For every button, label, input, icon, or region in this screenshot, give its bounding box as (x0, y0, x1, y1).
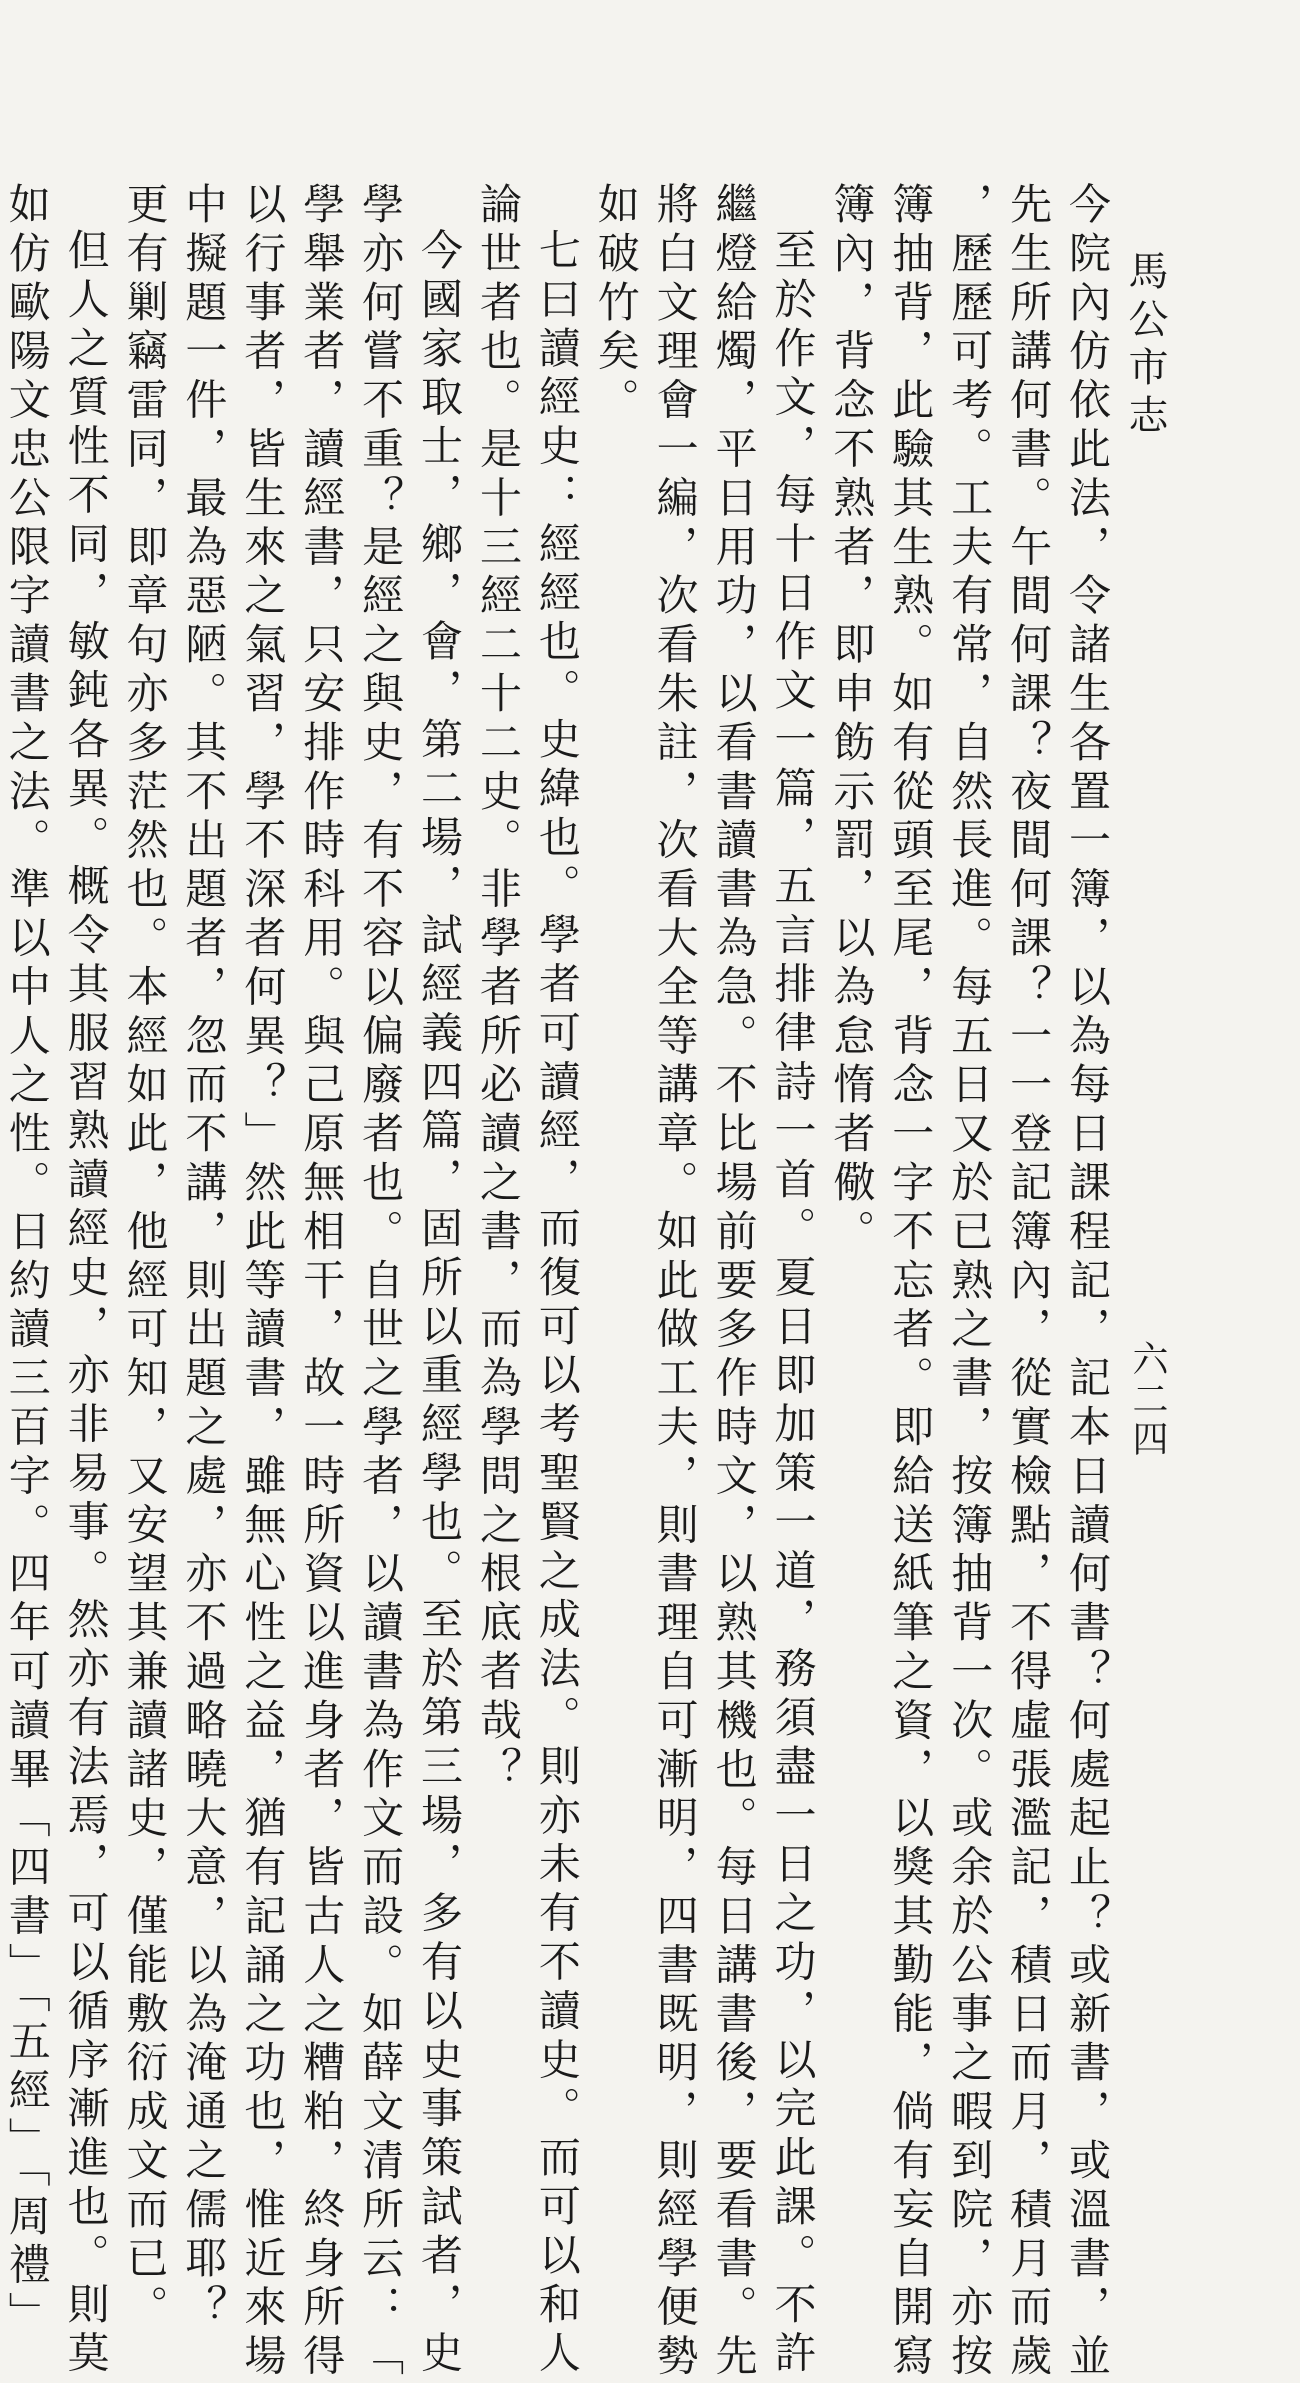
text-column: 如破竹矣。 (591, 182, 641, 427)
text-column: 更有剿竊雷同，即章句亦多茫然也。本經如此，他經可知，又安望其兼讀諸史，僅能敷衍成文而已。 (120, 182, 170, 2334)
text-column: 以行事者，皆生來之氣習，學不深者何異？」然此等讀書，雖無心性之益，猶有記誦之功也，惟近來場 (238, 182, 288, 2383)
text-column: 今院內仿依此法，令諸生各置一簿，以為每日課程記，記本日讀何書？何處起止？或新書，或溫書，並 (1063, 182, 1112, 2383)
text-column: 學舉業者，讀經書，只安排作時科用。與己原無相干，故一時所資以進身者，皆古人之糟粕，終身所得 (297, 182, 347, 2383)
text-column: 中擬題一件，最為惡陋。其不出題者，忽而不講，則出題之處，亦不過略曉大意，以為淹通之儒耶？ (179, 182, 229, 2334)
body-text (2, 182, 1116, 2383)
running-header-title: 馬公市志 (1122, 250, 1168, 442)
text-column: 學亦何嘗不重？是經之與史，有不容以偏廢者也。自世之學者，以讀書為作文而設。如薛文清所云：「 (356, 182, 406, 2383)
text-column: 論世者也。是十三經二十二史。非學者所必讀之書，而為學問之根底者哉？ (473, 182, 523, 1796)
text-column: 簿內，背念不熟者，即申飭示罰，以為怠惰者儆。 (827, 182, 877, 1258)
text-column: 如仿歐陽文忠公限字讀書之法。準以中人之性。日約讀三百字。四年可讀畢「四書」「五經」「周禮」 (2, 182, 52, 2341)
text-column: 將白文理會一編，次看朱註，次看大全等講章。如此做工夫，則書理自可漸明，四書既明，則經學便勢 (650, 182, 700, 2383)
text-column: ，歷歷可考。工夫有常，自然長進。每五日又於已熟之書，按簿抽背一次。或余於公事之暇到院，亦按 (945, 182, 995, 2383)
text-column: 至於作文，每十日作文一篇，五言排律詩一首。夏日即加策一道，務須盡一日之功，以完此課。不許 (768, 228, 818, 2380)
text-column: 今國家取士，鄉，會，第二場，試經義四篇，固所以重經學也。至於第三場，多有以史事策試者，史 (415, 228, 465, 2380)
text-column: 簿抽背，此驗其生熟。如有從頭至尾，背念一字不忘者。即給送紙筆之資，以獎其勤能，倘有妄自開寫 (886, 182, 936, 2383)
text-column: 但人之質性不同，敏鈍各異。概令其服習熟讀經史，亦非易事。然亦有法焉，可以循序漸進也。則莫 (61, 228, 111, 2380)
text-column: 繼燈給燭，平日用功，以看書讀書為急。不比場前要多作時文，以熟其機也。每日講書後，要看書。先 (709, 182, 759, 2383)
page-number: 六二四 (1127, 1340, 1168, 1460)
text-column: 七曰讀經史：經經也。史緯也。學者可讀經，而復可以考聖賢之成法。則亦未有不讀史。而可以和人 (532, 228, 582, 2380)
text-column: 先生所講何書。午間何課？夜間何課？一一登記簿內，從實檢點，不得虛張濫記，積日而月，積月而歲 (1004, 182, 1054, 2383)
